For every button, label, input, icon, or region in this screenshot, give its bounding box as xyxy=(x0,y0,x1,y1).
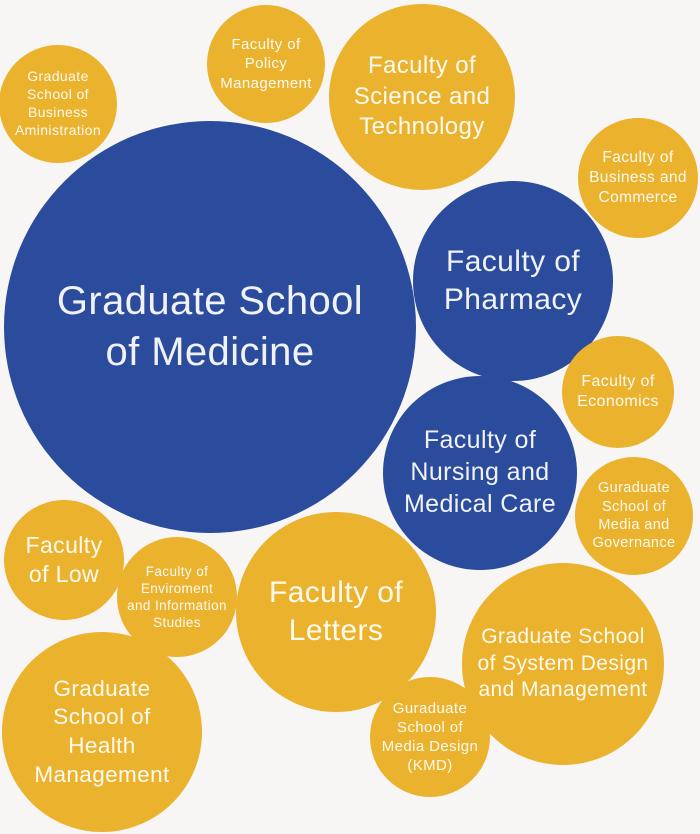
bubble-label-line: Graduate School xyxy=(481,625,645,649)
bubble-label-line: Business xyxy=(27,104,88,120)
bubble-graduate-school-of-medicine xyxy=(4,121,416,533)
bubble-graduate-school-of-system-design-and-management xyxy=(462,563,664,765)
bubble-label-line: Economics xyxy=(577,393,659,410)
bubble-label-line: Studies xyxy=(153,615,201,631)
bubble-label-line: Faculty of xyxy=(581,372,655,390)
bubble-label-line: School of xyxy=(27,86,89,103)
bubble-label-line: Letters xyxy=(288,614,384,647)
bubble-faculty-of-low xyxy=(4,500,124,620)
bubble-faculty-of-policy-management xyxy=(207,5,325,123)
bubble-label-line: of Low xyxy=(28,561,100,587)
bubble-label-line: Governance xyxy=(592,535,676,552)
bubble-label-line: Health xyxy=(68,733,136,758)
bubble-label-line: School of xyxy=(53,704,151,730)
bubble-guraduate-school-of-media-and-governance xyxy=(575,457,693,575)
bubble-faculty-of-nursing-and-medical-care xyxy=(383,376,577,570)
bubble-guraduate-school-of-media-design-kmd xyxy=(370,677,490,797)
bubble-label-line: Graduate School xyxy=(56,279,364,324)
bubble-label-line: Nursing and xyxy=(410,458,550,487)
bubble-label-line: (KMD) xyxy=(407,757,453,775)
bubble-label-line: Medical Care xyxy=(403,489,557,518)
bubble-label-line: of System Design xyxy=(477,651,649,675)
bubble-label-line: and Management xyxy=(478,678,648,702)
bubble-label-line: Media and xyxy=(598,517,670,533)
bubble-label-line: Faculty of xyxy=(445,244,581,278)
bubble-graduate-school-of-business-aministration xyxy=(0,45,117,163)
bubble-label-line: of Medicine xyxy=(105,330,315,374)
bubble-label-line: Policy xyxy=(244,55,288,73)
bubble-label-line: Guraduate xyxy=(597,480,671,497)
bubble-label-line: Enviroment xyxy=(140,580,214,596)
bubble-label-line: Pharmacy xyxy=(443,283,583,316)
bubble-label-line: Faculty of xyxy=(268,575,404,609)
bubble-label-line: Faculty of xyxy=(231,36,301,54)
bubble-faculty-of-science-and-technology xyxy=(329,4,515,190)
bubble-label-line: School of xyxy=(396,718,464,736)
bubble-label-line: Technology xyxy=(359,113,485,141)
bubble-label-line: School of xyxy=(601,498,667,515)
bubble-label-line: Science and xyxy=(353,82,491,110)
bubble-label-line: Faculty of xyxy=(367,52,477,80)
bubble-label-line: Business and xyxy=(589,169,687,187)
bubble-label-line: Management xyxy=(220,74,312,92)
bubble-label-line: Aministration xyxy=(14,121,102,138)
bubble-graduate-school-of-health-management xyxy=(2,632,202,832)
bubble-label-line: Graduate xyxy=(53,675,151,701)
bubble-label-line: Faculty xyxy=(25,531,103,558)
bubble-label-line: and Information xyxy=(127,598,227,613)
bubble-faculty-of-economics xyxy=(562,336,674,448)
bubble-label-line: Management xyxy=(34,761,170,787)
bubble-label-line: Faculty of xyxy=(145,563,209,579)
bubble-label-line: Guraduate xyxy=(392,699,468,717)
bubble-label-line: Faculty of xyxy=(602,149,674,167)
bubble-label-line: Graduate xyxy=(27,68,89,85)
bubble-label-line: Commerce xyxy=(598,188,678,206)
bubble-label-line: Faculty of xyxy=(423,426,537,455)
bubble-label-line: Media Design xyxy=(381,738,479,755)
bubble-faculty-of-business-and-commerce xyxy=(578,118,698,238)
